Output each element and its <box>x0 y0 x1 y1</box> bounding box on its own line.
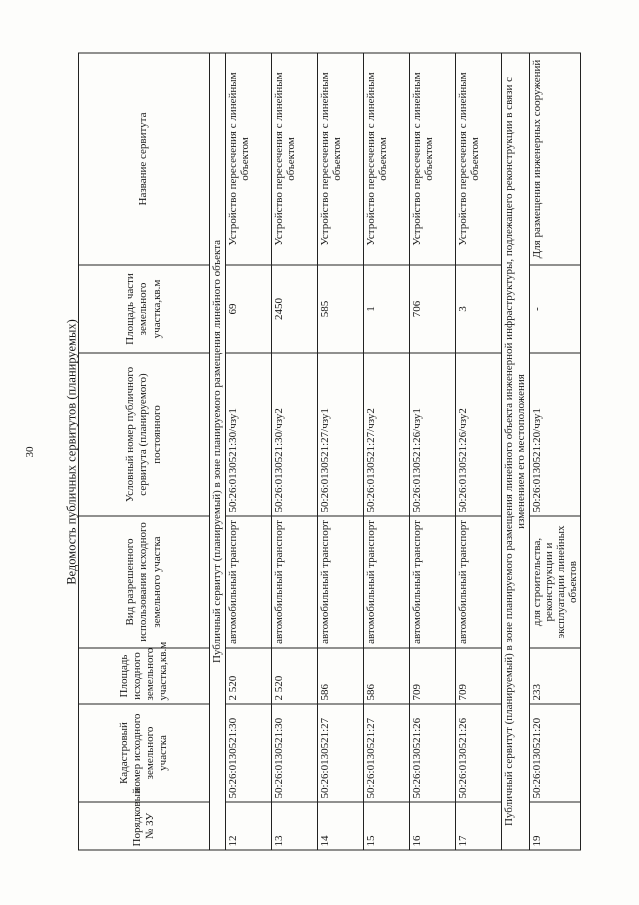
cell-servitude-number: 50:26:0130521:30/чзу2 <box>271 353 317 516</box>
table-row <box>271 53 317 850</box>
cell-servitude-number: 50:26:0130521:26/чзу2 <box>455 353 501 516</box>
cell-use: автомобильный транспорт <box>225 516 271 648</box>
section-row <box>210 53 226 850</box>
table-row <box>363 53 409 850</box>
cell-cadastral: 50:26:0130521:27 <box>363 704 409 802</box>
table-row <box>409 53 455 850</box>
cell-use: для строительства, реконструкции и эксплуатации линейных объектов <box>529 516 580 648</box>
cell-servitude-name: Устройство пересечения с линейным объектом <box>409 53 455 265</box>
page-number: 30 <box>24 446 36 458</box>
table-row <box>455 53 501 850</box>
document-title: Ведомость публичных сервитутов (планируемых) <box>64 319 79 585</box>
cell-number: 17 <box>455 802 501 850</box>
cell-use: автомобильный транспорт <box>271 516 317 648</box>
cell-servitude-name: Устройство пересечения с линейным объектом <box>455 53 501 265</box>
col-header: Порядковый № ЗУ <box>79 802 210 850</box>
cell-number: 14 <box>317 802 363 850</box>
cell-servitude-number: 50:26:0130521:30/чзу1 <box>225 353 271 516</box>
cell-area: 233 <box>529 648 580 704</box>
table-row <box>225 53 271 850</box>
cell-use: автомобильный транспорт <box>455 516 501 648</box>
cell-use: автомобильный транспорт <box>363 516 409 648</box>
cell-servitude-name: Устройство пересечения с линейным объектом <box>225 53 271 265</box>
section-title: Публичный сервитут (планируемый) в зоне планируемого размещения линейного объекта инженерной инфраструктуры, подлежащего реконструкции в связи с изменением его местоположения <box>501 53 529 850</box>
servitude-table <box>78 53 581 851</box>
cell-number: 12 <box>225 802 271 850</box>
cell-area: 586 <box>317 648 363 704</box>
cell-servitude-name: Для размещения инженерных сооружений <box>529 53 580 265</box>
col-header: Площадь части земельного участка,кв.м <box>79 265 210 353</box>
cell-area: 709 <box>409 648 455 704</box>
cell-servitude-number: 50:26:0130521:20/чзу1 <box>529 353 580 516</box>
cell-servitude-number: 50:26:0130521:27/чзу1 <box>317 353 363 516</box>
cell-part-area: 1 <box>363 265 409 353</box>
cell-servitude-number: 50:26:0130521:26/чзу1 <box>409 353 455 516</box>
table-row <box>529 53 580 850</box>
col-header: Вид разрешенного использования исходного земельного участка <box>79 516 210 648</box>
section-title: Публичный сервитут (планируемый) в зоне планируемого размещения линейного объекта <box>210 53 226 850</box>
cell-part-area: 3 <box>455 265 501 353</box>
cell-part-area: - <box>529 265 580 353</box>
cell-number: 16 <box>409 802 455 850</box>
cell-servitude-name: Устройство пересечения с линейным объектом <box>363 53 409 265</box>
cell-cadastral: 50:26:0130521:30 <box>225 704 271 802</box>
col-header: Условный номер публичного сервитута (планируемого) постоянного <box>79 353 210 516</box>
rotated-table-wrapper <box>78 54 579 851</box>
cell-use: автомобильный транспорт <box>317 516 363 648</box>
table-row <box>317 53 363 850</box>
cell-area: 2 520 <box>271 648 317 704</box>
table-header-row <box>79 53 210 850</box>
cell-cadastral: 50:26:0130521:30 <box>271 704 317 802</box>
col-header: Кадастровый номер исходного земельного участка <box>79 704 210 802</box>
cell-part-area: 706 <box>409 265 455 353</box>
col-header: Площадь исходного земельного участка,кв.м <box>79 648 210 704</box>
cell-cadastral: 50:26:0130521:26 <box>455 704 501 802</box>
cell-part-area: 2450 <box>271 265 317 353</box>
cell-number: 15 <box>363 802 409 850</box>
cell-cadastral: 50:26:0130521:27 <box>317 704 363 802</box>
cell-servitude-name: Устройство пересечения с линейным объектом <box>317 53 363 265</box>
cell-number: 19 <box>529 802 580 850</box>
cell-area: 2 520 <box>225 648 271 704</box>
cell-cadastral: 50:26:0130521:26 <box>409 704 455 802</box>
cell-use: автомобильный транспорт <box>409 516 455 648</box>
cell-area: 586 <box>363 648 409 704</box>
col-header: Название сервитута <box>79 53 210 265</box>
cell-servitude-number: 50:26:0130521:27/чзу2 <box>363 353 409 516</box>
cell-part-area: 585 <box>317 265 363 353</box>
cell-cadastral: 50:26:0130521:20 <box>529 704 580 802</box>
cell-number: 13 <box>271 802 317 850</box>
cell-servitude-name: Устройство пересечения с линейным объектом <box>271 53 317 265</box>
cell-area: 709 <box>455 648 501 704</box>
section-row <box>501 53 529 850</box>
cell-part-area: 69 <box>225 265 271 353</box>
